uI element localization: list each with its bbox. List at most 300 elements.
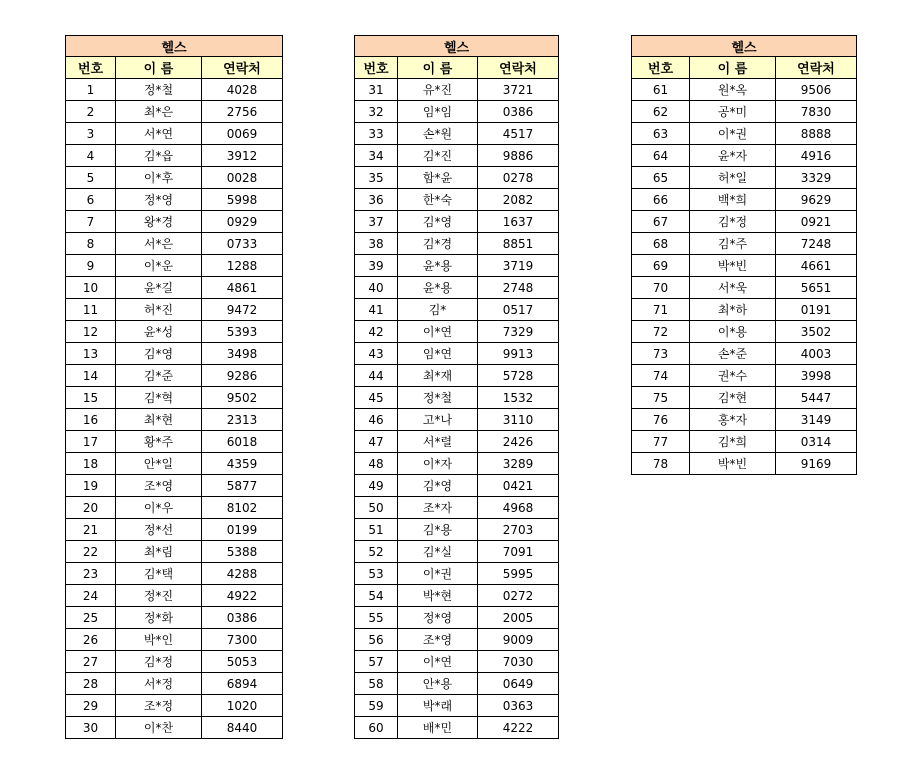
table-row (355, 255, 559, 277)
table-row (355, 629, 559, 651)
cell-name: 김*영 (398, 475, 478, 497)
cell-contact: 4517 (478, 123, 559, 145)
cell-number: 11 (66, 299, 116, 321)
table-row (632, 321, 857, 343)
cell-number: 57 (355, 651, 398, 673)
cell-number: 28 (66, 673, 116, 695)
cell-name: 이*연 (398, 651, 478, 673)
cell-number: 39 (355, 255, 398, 277)
cell-name: 김*택 (116, 563, 202, 585)
cell-number: 77 (632, 431, 690, 453)
cell-contact: 3502 (776, 321, 857, 343)
cell-contact: 9009 (478, 629, 559, 651)
cell-name: 서*은 (116, 233, 202, 255)
cell-contact: 0386 (478, 101, 559, 123)
cell-number: 54 (355, 585, 398, 607)
cell-contact: 0929 (202, 211, 283, 233)
cell-contact: 4916 (776, 145, 857, 167)
table-row (632, 431, 857, 453)
cell-contact: 7300 (202, 629, 283, 651)
cell-contact: 9506 (776, 79, 857, 101)
cell-number: 18 (66, 453, 116, 475)
table-row (355, 673, 559, 695)
table-row (66, 387, 283, 409)
cell-number: 65 (632, 167, 690, 189)
cell-number: 34 (355, 145, 398, 167)
cell-contact: 2082 (478, 189, 559, 211)
cell-contact: 0386 (202, 607, 283, 629)
cell-number: 75 (632, 387, 690, 409)
cell-name: 윤*용 (398, 255, 478, 277)
table-row (632, 365, 857, 387)
col-header-name: 이 름 (116, 57, 202, 79)
table-row (355, 563, 559, 585)
cell-contact: 0278 (478, 167, 559, 189)
table-row (355, 277, 559, 299)
cell-contact: 2005 (478, 607, 559, 629)
cell-name: 안*일 (116, 453, 202, 475)
table-row (66, 101, 283, 123)
cell-name: 정*영 (116, 189, 202, 211)
table-row (355, 409, 559, 431)
cell-contact: 2703 (478, 519, 559, 541)
cell-number: 60 (355, 717, 398, 739)
cell-number: 64 (632, 145, 690, 167)
cell-contact: 9913 (478, 343, 559, 365)
cell-number: 9 (66, 255, 116, 277)
cell-name: 정*영 (398, 607, 478, 629)
table-row (355, 607, 559, 629)
cell-contact: 9286 (202, 365, 283, 387)
table-row (632, 299, 857, 321)
cell-contact: 4661 (776, 255, 857, 277)
table-row (632, 387, 857, 409)
cell-number: 37 (355, 211, 398, 233)
table-row (66, 563, 283, 585)
cell-number: 38 (355, 233, 398, 255)
cell-number: 73 (632, 343, 690, 365)
cell-number: 55 (355, 607, 398, 629)
cell-name: 윤*자 (690, 145, 776, 167)
cell-contact: 3498 (202, 343, 283, 365)
cell-contact: 3329 (776, 167, 857, 189)
table-row (66, 629, 283, 651)
cell-number: 33 (355, 123, 398, 145)
table-row (66, 673, 283, 695)
cell-number: 41 (355, 299, 398, 321)
table-row (66, 695, 283, 717)
member-table-3 (631, 35, 857, 475)
cell-name: 이*용 (690, 321, 776, 343)
table-row (355, 233, 559, 255)
cell-name: 윤*성 (116, 321, 202, 343)
cell-name: 김*영 (116, 343, 202, 365)
cell-contact: 3912 (202, 145, 283, 167)
cell-contact: 8888 (776, 123, 857, 145)
cell-contact: 5995 (478, 563, 559, 585)
cell-number: 42 (355, 321, 398, 343)
cell-number: 22 (66, 541, 116, 563)
cell-number: 67 (632, 211, 690, 233)
cell-number: 32 (355, 101, 398, 123)
table-row (66, 255, 283, 277)
table-row (355, 387, 559, 409)
cell-name: 원*옥 (690, 79, 776, 101)
table-row (632, 255, 857, 277)
cell-contact: 4222 (478, 717, 559, 739)
cell-name: 이*우 (116, 497, 202, 519)
cell-name: 윤*길 (116, 277, 202, 299)
cell-number: 52 (355, 541, 398, 563)
cell-contact: 7030 (478, 651, 559, 673)
cell-contact: 8440 (202, 717, 283, 739)
cell-contact: 2748 (478, 277, 559, 299)
cell-contact: 0733 (202, 233, 283, 255)
cell-number: 31 (355, 79, 398, 101)
cell-contact: 9472 (202, 299, 283, 321)
cell-name: 홍*자 (690, 409, 776, 431)
cell-name: 김* (398, 299, 478, 321)
col-header-number: 번호 (66, 57, 116, 79)
col-header-contact: 연락처 (776, 57, 857, 79)
cell-name: 안*용 (398, 673, 478, 695)
cell-number: 3 (66, 123, 116, 145)
cell-contact: 1637 (478, 211, 559, 233)
cell-name: 최*림 (116, 541, 202, 563)
cell-name: 김*진 (398, 145, 478, 167)
table-row (355, 519, 559, 541)
table-row (632, 189, 857, 211)
table-row (66, 145, 283, 167)
cell-number: 45 (355, 387, 398, 409)
table-row (66, 497, 283, 519)
col-header-contact: 연락처 (478, 57, 559, 79)
cell-number: 53 (355, 563, 398, 585)
table-row (632, 453, 857, 475)
cell-name: 유*진 (398, 79, 478, 101)
cell-number: 58 (355, 673, 398, 695)
cell-contact: 5393 (202, 321, 283, 343)
cell-contact: 9502 (202, 387, 283, 409)
cell-number: 17 (66, 431, 116, 453)
table-row (66, 233, 283, 255)
cell-number: 4 (66, 145, 116, 167)
cell-name: 정*진 (116, 585, 202, 607)
col-header-contact: 연락처 (202, 57, 283, 79)
table-row (66, 651, 283, 673)
cell-contact: 0517 (478, 299, 559, 321)
table-row (632, 277, 857, 299)
cell-name: 최*은 (116, 101, 202, 123)
cell-name: 서*연 (116, 123, 202, 145)
table-row (66, 475, 283, 497)
cell-name: 이*자 (398, 453, 478, 475)
table-row (355, 541, 559, 563)
cell-name: 임*임 (398, 101, 478, 123)
cell-name: 임*연 (398, 343, 478, 365)
cell-name: 김*정 (116, 651, 202, 673)
table-row (355, 79, 559, 101)
table-row (66, 321, 283, 343)
cell-number: 61 (632, 79, 690, 101)
cell-number: 66 (632, 189, 690, 211)
table-row (632, 101, 857, 123)
cell-contact: 1020 (202, 695, 283, 717)
cell-contact: 0649 (478, 673, 559, 695)
cell-number: 6 (66, 189, 116, 211)
cell-number: 43 (355, 343, 398, 365)
table-row (355, 717, 559, 739)
cell-name: 윤*용 (398, 277, 478, 299)
cell-contact: 7329 (478, 321, 559, 343)
cell-name: 허*진 (116, 299, 202, 321)
cell-number: 1 (66, 79, 116, 101)
cell-name: 정*철 (398, 387, 478, 409)
table-row (355, 167, 559, 189)
cell-name: 김*읍 (116, 145, 202, 167)
cell-name: 왕*경 (116, 211, 202, 233)
cell-number: 2 (66, 101, 116, 123)
cell-contact: 7091 (478, 541, 559, 563)
cell-contact: 4003 (776, 343, 857, 365)
cell-contact: 8851 (478, 233, 559, 255)
table-row (355, 145, 559, 167)
cell-contact: 0921 (776, 211, 857, 233)
cell-contact: 6018 (202, 431, 283, 453)
table-row (66, 365, 283, 387)
cell-number: 68 (632, 233, 690, 255)
cell-number: 10 (66, 277, 116, 299)
cell-name: 최*재 (398, 365, 478, 387)
cell-number: 74 (632, 365, 690, 387)
cell-number: 48 (355, 453, 398, 475)
cell-name: 이*후 (116, 167, 202, 189)
cell-contact: 4028 (202, 79, 283, 101)
cell-name: 김*영 (398, 211, 478, 233)
cell-number: 78 (632, 453, 690, 475)
table-row (355, 343, 559, 365)
cell-name: 함*윤 (398, 167, 478, 189)
cell-name: 공*미 (690, 101, 776, 123)
cell-name: 김*경 (398, 233, 478, 255)
cell-contact: 9886 (478, 145, 559, 167)
table-row (355, 321, 559, 343)
cell-number: 29 (66, 695, 116, 717)
cell-contact: 4968 (478, 497, 559, 519)
cell-number: 14 (66, 365, 116, 387)
cell-name: 최*현 (116, 409, 202, 431)
cell-name: 이*운 (116, 255, 202, 277)
cell-contact: 7830 (776, 101, 857, 123)
cell-name: 조*영 (398, 629, 478, 651)
cell-name: 조*정 (116, 695, 202, 717)
cell-number: 19 (66, 475, 116, 497)
cell-number: 23 (66, 563, 116, 585)
table-row (632, 79, 857, 101)
cell-number: 72 (632, 321, 690, 343)
table-row (632, 167, 857, 189)
member-table-1 (65, 35, 283, 739)
cell-contact: 5447 (776, 387, 857, 409)
cell-name: 최*하 (690, 299, 776, 321)
cell-contact: 3721 (478, 79, 559, 101)
table-row (66, 189, 283, 211)
cell-contact: 2756 (202, 101, 283, 123)
cell-name: 김*혁 (116, 387, 202, 409)
table-row (632, 343, 857, 365)
cell-name: 한*숙 (398, 189, 478, 211)
cell-contact: 5877 (202, 475, 283, 497)
cell-number: 46 (355, 409, 398, 431)
col-header-number: 번호 (632, 57, 690, 79)
cell-number: 16 (66, 409, 116, 431)
cell-name: 고*나 (398, 409, 478, 431)
cell-contact: 5053 (202, 651, 283, 673)
table-row (355, 585, 559, 607)
table-title: 헬스 (66, 36, 283, 57)
cell-name: 손*준 (690, 343, 776, 365)
cell-number: 8 (66, 233, 116, 255)
cell-number: 5 (66, 167, 116, 189)
cell-contact: 6894 (202, 673, 283, 695)
table-row (66, 585, 283, 607)
cell-contact: 9169 (776, 453, 857, 475)
cell-contact: 1288 (202, 255, 283, 277)
cell-number: 76 (632, 409, 690, 431)
table-row (66, 717, 283, 739)
cell-number: 24 (66, 585, 116, 607)
cell-contact: 9629 (776, 189, 857, 211)
cell-name: 이*찬 (116, 717, 202, 739)
table-title: 헬스 (355, 36, 559, 57)
table-row (66, 541, 283, 563)
cell-contact: 2313 (202, 409, 283, 431)
cell-number: 7 (66, 211, 116, 233)
cell-contact: 0363 (478, 695, 559, 717)
table-row (66, 343, 283, 365)
table-row (632, 123, 857, 145)
cell-contact: 3289 (478, 453, 559, 475)
cell-contact: 4861 (202, 277, 283, 299)
cell-number: 15 (66, 387, 116, 409)
table-row (66, 277, 283, 299)
cell-name: 정*철 (116, 79, 202, 101)
table-title: 헬스 (632, 36, 857, 57)
cell-name: 배*민 (398, 717, 478, 739)
cell-number: 69 (632, 255, 690, 277)
cell-number: 13 (66, 343, 116, 365)
cell-contact: 4288 (202, 563, 283, 585)
cell-number: 35 (355, 167, 398, 189)
cell-name: 김*주 (690, 233, 776, 255)
cell-name: 이*연 (398, 321, 478, 343)
table-row (355, 189, 559, 211)
cell-name: 서*욱 (690, 277, 776, 299)
table-row (66, 409, 283, 431)
cell-name: 김*준 (116, 365, 202, 387)
table-row (66, 299, 283, 321)
cell-name: 박*래 (398, 695, 478, 717)
table-row (355, 123, 559, 145)
cell-name: 정*선 (116, 519, 202, 541)
cell-number: 27 (66, 651, 116, 673)
cell-name: 정*화 (116, 607, 202, 629)
cell-number: 21 (66, 519, 116, 541)
cell-contact: 4922 (202, 585, 283, 607)
cell-number: 44 (355, 365, 398, 387)
cell-number: 47 (355, 431, 398, 453)
cell-number: 51 (355, 519, 398, 541)
table-row (66, 453, 283, 475)
table-row (355, 365, 559, 387)
table-row (632, 211, 857, 233)
cell-name: 박*빈 (690, 255, 776, 277)
table-row (66, 519, 283, 541)
cell-contact: 3110 (478, 409, 559, 431)
cell-contact: 5651 (776, 277, 857, 299)
cell-name: 허*일 (690, 167, 776, 189)
cell-contact: 8102 (202, 497, 283, 519)
cell-name: 권*수 (690, 365, 776, 387)
cell-name: 박*현 (398, 585, 478, 607)
cell-number: 30 (66, 717, 116, 739)
cell-number: 36 (355, 189, 398, 211)
col-header-name: 이 름 (690, 57, 776, 79)
cell-number: 49 (355, 475, 398, 497)
table-row (355, 475, 559, 497)
table-row (66, 79, 283, 101)
cell-contact: 4359 (202, 453, 283, 475)
cell-contact: 5388 (202, 541, 283, 563)
table-row (355, 431, 559, 453)
table-row (632, 409, 857, 431)
cell-name: 조*영 (116, 475, 202, 497)
cell-number: 12 (66, 321, 116, 343)
cell-contact: 1532 (478, 387, 559, 409)
cell-name: 황*주 (116, 431, 202, 453)
table-row (66, 123, 283, 145)
cell-name: 김*정 (690, 211, 776, 233)
cell-number: 25 (66, 607, 116, 629)
col-header-number: 번호 (355, 57, 398, 79)
cell-name: 손*원 (398, 123, 478, 145)
cell-contact: 0272 (478, 585, 559, 607)
cell-name: 김*용 (398, 519, 478, 541)
cell-name: 서*정 (116, 673, 202, 695)
cell-number: 63 (632, 123, 690, 145)
table-row (632, 145, 857, 167)
cell-name: 조*자 (398, 497, 478, 519)
cell-name: 박*인 (116, 629, 202, 651)
cell-name: 백*희 (690, 189, 776, 211)
table-row (66, 607, 283, 629)
cell-name: 김*실 (398, 541, 478, 563)
cell-number: 62 (632, 101, 690, 123)
cell-contact: 0069 (202, 123, 283, 145)
cell-number: 20 (66, 497, 116, 519)
cell-name: 박*빈 (690, 453, 776, 475)
cell-contact: 7248 (776, 233, 857, 255)
cell-name: 이*권 (690, 123, 776, 145)
table-row (355, 695, 559, 717)
table-row (355, 211, 559, 233)
cell-number: 59 (355, 695, 398, 717)
cell-contact: 3719 (478, 255, 559, 277)
cell-contact: 5998 (202, 189, 283, 211)
cell-contact: 0314 (776, 431, 857, 453)
cell-number: 71 (632, 299, 690, 321)
member-table-2 (354, 35, 559, 739)
